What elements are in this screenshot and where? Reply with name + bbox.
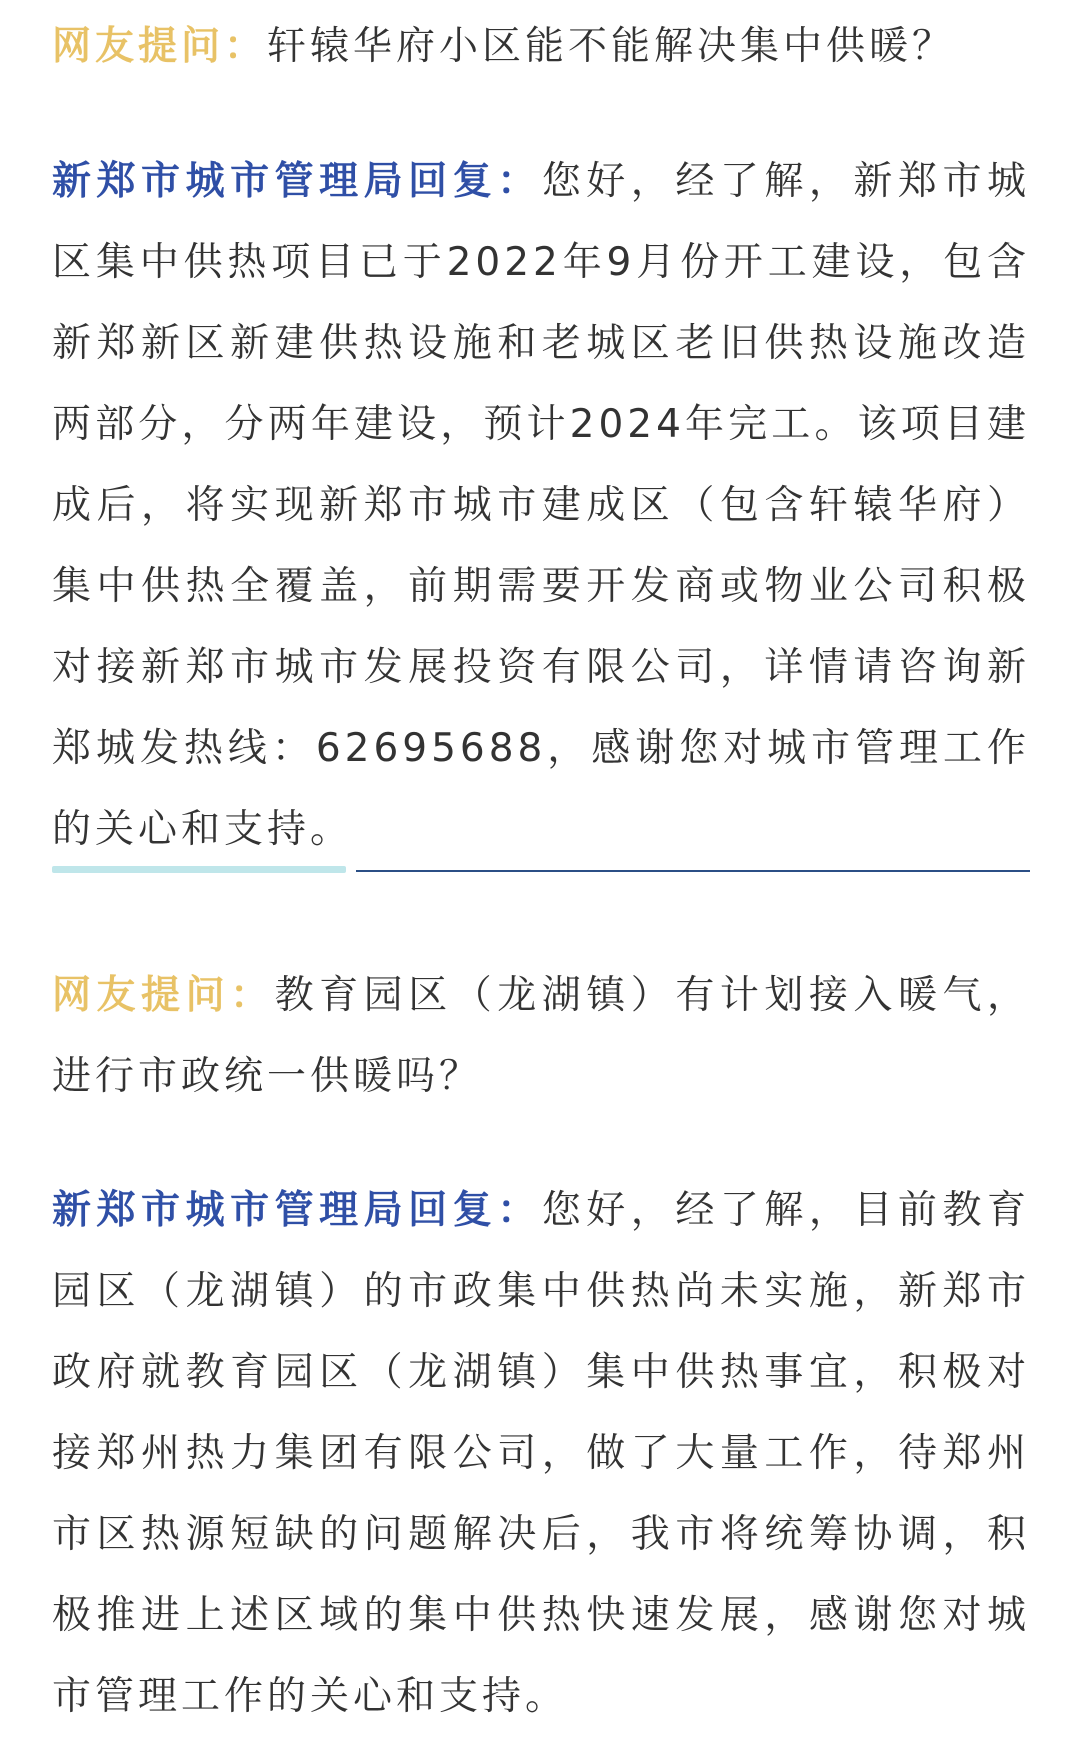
answer-text: 您好，经了解，目前教育园区（龙湖镇）的市政集中供热尚未实施，新郑市政府就教育园区（龙湖镇）集中供热事宜，积极对接郑州热力集团有限公司，做了大量工作，待郑州市区热源短缺的问题解决后，我市将统筹协调，积极推进上述区域的集中供热快速发展，感谢您对城市管理工作的关心和支持。 [52, 1188, 1030, 1719]
section-divider [52, 866, 1030, 874]
question-label: 网友提问： [52, 24, 268, 69]
divider-line-segment [356, 870, 1030, 872]
question-text: 教育园区（龙湖镇）有计划接入暖气，进行市政统一供暖吗？ [52, 973, 1030, 1099]
answer-1 [52, 141, 1030, 870]
question-label: 网友提问： [52, 973, 275, 1018]
question-text: 轩辕华府小区能不能解决集中供暖？ [267, 24, 956, 69]
answer-text: 您好，经了解，新郑市城区集中供热项目已于2022年9月份开工建设，包含新郑新区新建供热设施和老城区老旧供热设施改造两部分，分两年建设，预计2024年完工。该项目建成后，将实现新郑市城市建成区（包含轩辕华府）集中供热全覆盖，前期需要开发商或物业公司积极对接新郑市城市发展投资有限公司，详情请咨询新郑城发热线：62695688，感谢您对城市管理工作的关心和支持。 [52, 159, 1030, 852]
answer-2 [52, 1170, 1030, 1737]
divider-accent-segment [52, 866, 346, 873]
answer-label: 新郑市城市管理局回复： [52, 1188, 542, 1233]
question-2 [52, 955, 1030, 1117]
answer-label: 新郑市城市管理局回复： [52, 159, 542, 204]
question-1 [52, 6, 1030, 87]
